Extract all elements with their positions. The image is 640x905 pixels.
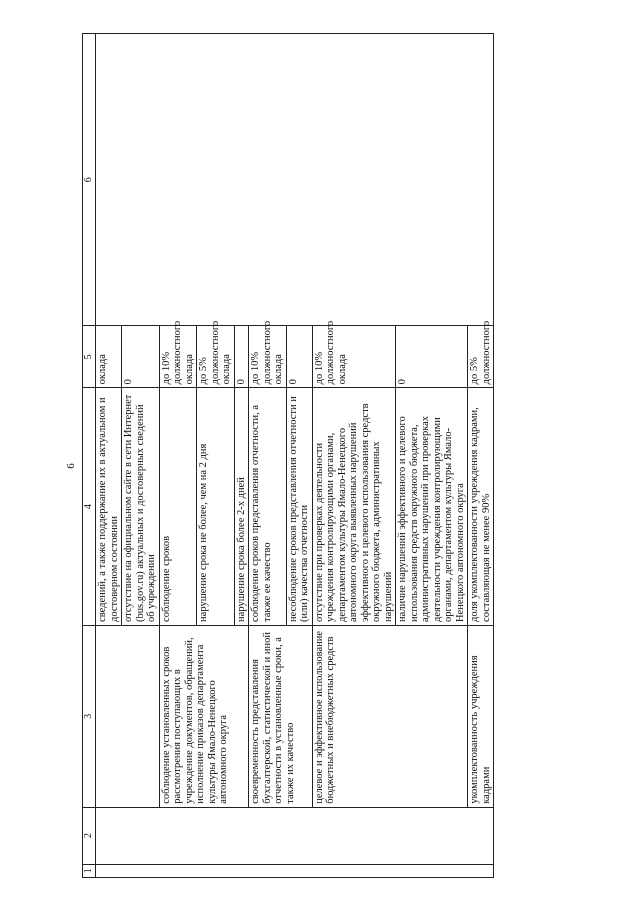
cell-indicator: сведений, а также поддержание их в актуальном и достоверном состоянии (96, 388, 122, 626)
cell-indicator: соблюдение сроков представления отчетности, а также ее качество (249, 388, 287, 626)
cell-indicator: отсутствие при проверках деятельности учреждения контролирующими органами, департаментом культуры Ямало-Ненецкого автономного округа выявленных нарушений эффективного и целевого использования средств окружного бюджета, административных нарушений (312, 388, 396, 626)
cell-col6 (96, 34, 494, 326)
page-number: 6 (64, 463, 77, 469)
cell-amount: оклада (96, 326, 122, 388)
cell-indicator: наличие нарушений эффективного и целевого использования средств окружного бюджета, административных нарушений при проверках деятельности учреждения контролирующими органами, департаментом культуры Ямало-Ненецкого автономного округа (396, 388, 468, 626)
cell-criterion: своевременность представления бухгалтерской, статистической и иной отчетности в установленные сроки, а также их качество (249, 625, 313, 807)
col-header-3: 3 (83, 625, 96, 807)
cell-amount: до 10% должностного оклада (159, 326, 197, 388)
cell-criterion (96, 625, 160, 807)
cell-indicator: нарушение срока более 2-х дней (234, 388, 249, 626)
cell-amount: до 10% должностного оклада (249, 326, 287, 388)
cell-indicator: нарушение срока не более, чем на 2 дня (197, 388, 235, 626)
table-row (96, 34, 122, 878)
cell-indicator: отсутствие на официальном сайте в сети Интернет (bus.gov.ru) актуальных и достоверных сведений об учреждении (122, 388, 160, 626)
criteria-table (82, 33, 494, 878)
cell-col2 (96, 807, 494, 864)
col-header-5: 5 (83, 326, 96, 388)
cell-indicator: несоблюдение сроков представления отчетности и (или) качества отчетности (286, 388, 312, 626)
cell-col1 (96, 864, 494, 877)
cell-criterion: укомплектованность учреждения кадрами (468, 625, 494, 807)
cell-amount: 0 (286, 326, 312, 388)
cell-criterion: соблюдение установленных сроков рассмотрения поступающих в учреждение документов, обращений, исполнение приказов департамента культуры Ямало-Ненецкого автономного округа (159, 625, 249, 807)
cell-amount: до 10% должностного оклада (312, 326, 396, 388)
cell-amount: до 5% должностного (468, 326, 494, 388)
cell-amount: до 5% должностного оклада (197, 326, 235, 388)
col-header-1: 1 (83, 864, 96, 877)
col-header-4: 4 (83, 388, 96, 626)
cell-indicator: соблюдение сроков (159, 388, 197, 626)
rotated-page (82, 33, 607, 878)
header-row (83, 34, 96, 878)
cell-amount: 0 (234, 326, 249, 388)
cell-criterion: целевое и эффективное использование бюджетных и внебюджетных средств (312, 625, 468, 807)
cell-amount: 0 (396, 326, 468, 388)
col-header-2: 2 (83, 807, 96, 864)
cell-amount: 0 (122, 326, 160, 388)
col-header-6: 6 (83, 34, 96, 326)
cell-indicator: доля укомплектованности учреждения кадрами, составляющая не менее 90% (468, 388, 494, 626)
